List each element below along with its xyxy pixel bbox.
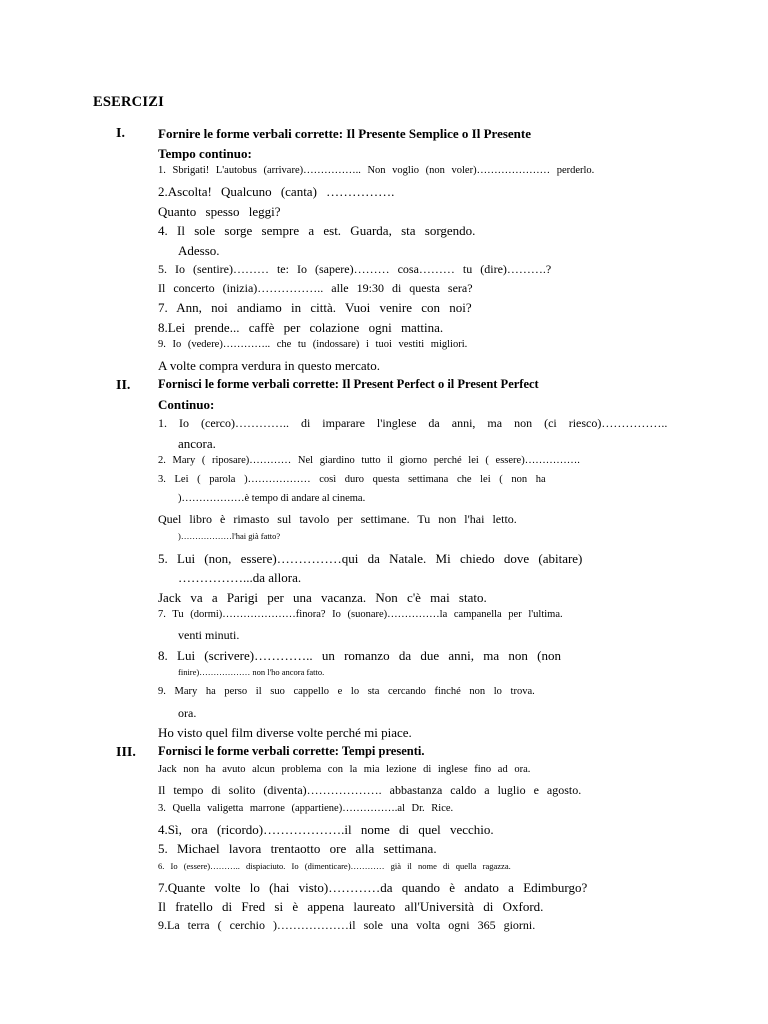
section-3-line: Jack non ha avuto alcun problema con la mia lezione di inglese fino ad ora.	[158, 764, 531, 775]
section-2-line: 7. Tu (dormi)…………………finora? Io (suonare)……………la campanella per l'ultima.	[158, 609, 563, 620]
section-3-line: Il fratello di Fred si è appena laureato all'Università di Oxford.	[158, 899, 544, 914]
section-2-line: venti minuti.	[178, 628, 240, 642]
section-2-line: finire)……………… non l'ho ancora fatto.	[178, 667, 325, 677]
section-2-line: )………………è tempo di andare al cinema.	[178, 493, 366, 504]
section-1-line: 4. Il sole sorge sempre a est. Guarda, sta sorgendo.	[158, 223, 476, 238]
section-2-line: 1. Io (cerco)………….. di imparare l'inglese da anni, ma non (ci riesco)……………..	[158, 416, 668, 430]
section-3-line: 5. Michael lavora trentaotto ore alla settimana.	[158, 841, 437, 856]
section-3-numeral: III.	[116, 745, 136, 760]
section-1-line: Quanto spesso leggi?	[158, 204, 281, 219]
section-3-line: Il tempo di solito (diventa)………………. abbastanza caldo a luglio e agosto.	[158, 783, 582, 797]
section-1-line: 1. Sbrigati! L'autobus (arrivare)…………….. Non voglio (non voler)………………… perderlo.	[158, 165, 595, 176]
section-1-line: 2.Ascolta! Qualcuno (canta) …………….	[158, 184, 395, 199]
section-1-line: A volte compra verdura in questo mercato.	[158, 358, 381, 373]
section-2-heading-line-1: Fornisci le forme verbali corrette: Il Present Perfect o il Present Perfect	[158, 377, 539, 391]
section-3-line: 9.La terra ( cerchio )………………il sole una volta ogni 365 giorni.	[158, 918, 536, 932]
section-2-line: 3. Lei ( parola )……………… così duro questa settimana che lei ( non ha	[158, 474, 546, 485]
section-1-heading-line-2: Tempo continuo:	[158, 146, 252, 161]
section-3-line: 3. Quella valigetta marrone (appartiene)…………….al Dr. Rice.	[158, 803, 454, 814]
section-1-heading-line-1: Fornire le forme verbali corrette: Il Presente Semplice o Il Presente	[158, 126, 532, 141]
section-2-line: 5. Lui (non, essere)……………qui da Natale. Mi chiedo dove (abitare)	[158, 551, 583, 566]
section-2-line: )………………l'hai già fatto?	[178, 531, 281, 541]
section-2-line: Jack va a Parigi per una vacanza. Non c'è mai stato.	[158, 590, 487, 605]
section-1-line: 7. Ann, noi andiamo in città. Vuoi venire con noi?	[158, 300, 472, 315]
section-1-line: 9. Io (vedere)………….. che tu (indossare) i tuoi vestiti migliori.	[158, 339, 468, 350]
section-2-line: ancora.	[178, 436, 216, 451]
section-3-line: 7.Quante volte lo (hai visto)…………da quando è andato a Edimburgo?	[158, 880, 588, 895]
section-2-heading-line-2: Continuo:	[158, 397, 215, 412]
section-1-line: 8.Lei prende... caffè per colazione ogni mattina.	[158, 320, 444, 335]
section-2-line: Ho visto quel film diverse volte perché mi piace.	[158, 725, 412, 740]
section-1-numeral: I.	[116, 126, 125, 141]
section-2-line: 8. Lui (scrivere)………….. un romanzo da due anni, ma non (non	[158, 648, 561, 663]
section-1-line: Il concerto (inizia)…………….. alle 19:30 di questa sera?	[158, 281, 473, 295]
section-2-line: Quel libro è rimasto sul tavolo per settimane. Tu non l'hai letto.	[158, 512, 517, 526]
section-3-line: 6. Io (essere)……….. dispiaciuto. Io (dimenticare)………… già il nome di quella ragazza.	[158, 861, 511, 871]
section-1-line: 5. Io (sentire)……… te: Io (sapere)……… cosa……… tu (dire)……….?	[158, 262, 552, 276]
page-title: ESERCIZI	[93, 94, 164, 110]
section-2-line: ora.	[178, 706, 197, 720]
section-2-line: 2. Mary ( riposare)………… Nel giardino tutto il giorno perché lei ( essere)…………….	[158, 455, 580, 466]
section-2-numeral: II.	[116, 378, 131, 393]
section-1-line: Adesso.	[178, 243, 220, 258]
section-3-line: 4.Sì, ora (ricordo)……………….il nome di quel vecchio.	[158, 822, 494, 837]
section-2-line: ……………...da allora.	[178, 570, 302, 585]
section-2-line: 9. Mary ha perso il suo cappello e lo sta cercando finché non lo trova.	[158, 686, 535, 697]
section-3-heading: Fornisci le forme verbali corrette: Tempi presenti.	[158, 744, 425, 758]
